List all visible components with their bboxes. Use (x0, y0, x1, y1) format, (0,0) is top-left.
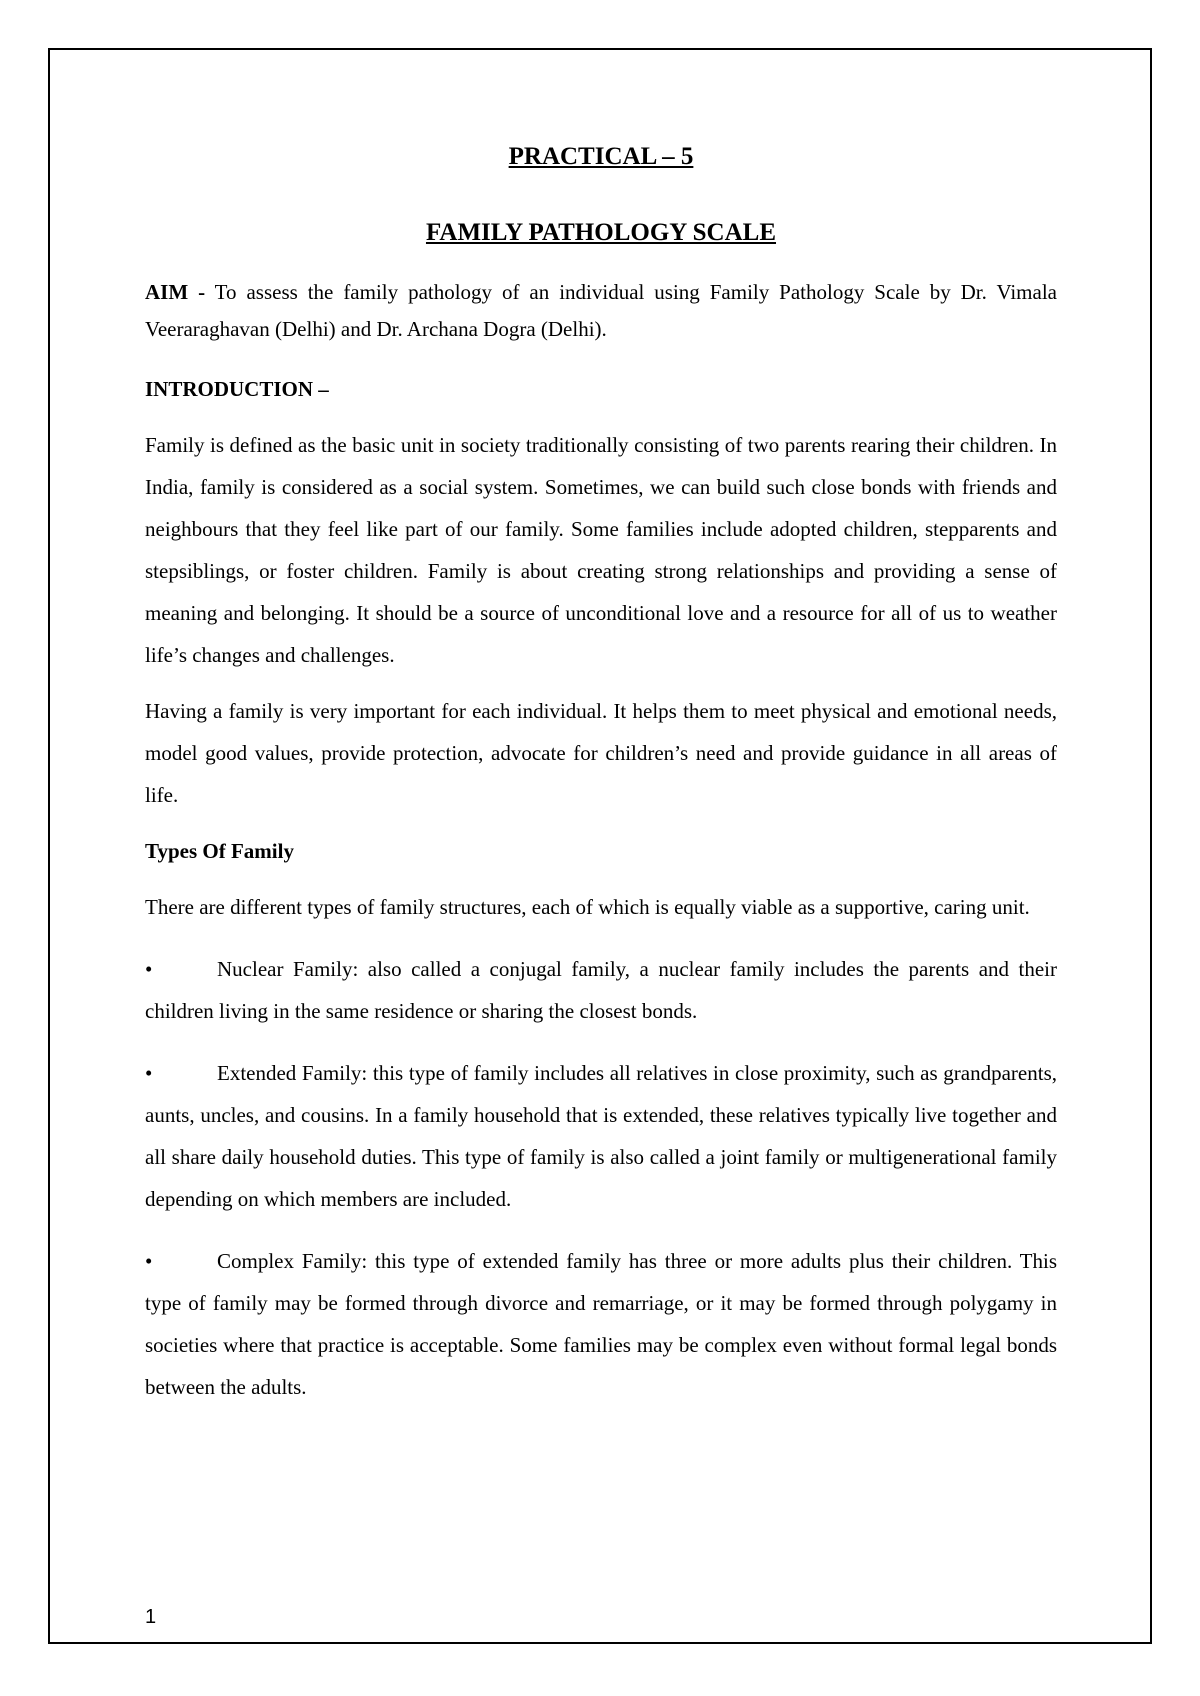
intro-paragraph: Having a family is very important for each individual. It helps them to meet physical and emotional needs, model good values, provide protection, advocate for children’s need and provide guidance in all areas of life. (145, 699, 1057, 807)
intro-paragraph: Family is defined as the basic unit in society traditionally consisting of two parents rearing their children. In India, family is considered as a social system. Sometimes, we can build such close bonds with friends and neighbours that they feel like part of our family. Some families include adopted children, stepparents and stepsiblings, or foster children. Family is about creating strong relationships and providing a sense of meaning and belonging. It should be a source of unconditional love and a resource for all of us to weather life’s changes and challenges. (145, 433, 1057, 667)
types-heading: Types Of Family (145, 839, 294, 863)
bullet-text: Complex Family: this type of extended family has three or more adults plus their children. This type of family may be formed through divorce and remarriage, or it may be formed through polygamy in societies where that practice is acceptable. Some families may be complex even without formal legal bonds between the adults. (145, 1249, 1057, 1399)
introduction-heading: INTRODUCTION – (145, 377, 329, 401)
page-number: 1 (145, 1606, 157, 1628)
bullet-icon: • (145, 957, 153, 981)
bullet-text: Extended Family: this type of family includes all relatives in close proximity, such as grandparents, aunts, uncles, and cousins. In a family household that is extended, these relatives typically live together and all share daily household duties. This type of family is also called a joint family or multigenerational family depending on which members are included. (145, 1061, 1057, 1211)
bullet-item-extended (145, 1052, 1057, 1220)
bullet-icon: • (145, 1249, 153, 1273)
document-body (145, 142, 1057, 1408)
aim-text: To assess the family pathology of an individual using Family Pathology Scale by Dr. Vimala Veeraraghavan (Delhi) and Dr. Archana Dogra (Delhi). (145, 280, 1057, 341)
page-title: PRACTICAL – 5 (508, 143, 694, 170)
bullet-item-complex (145, 1240, 1057, 1408)
aim-label: AIM - (145, 280, 206, 304)
bullet-item-nuclear (145, 948, 1057, 1032)
bullet-icon: • (145, 1061, 153, 1085)
aim-paragraph (145, 274, 1057, 348)
bullet-text: Nuclear Family: also called a conjugal family, a nuclear family includes the parents and their children living in the same residence or sharing the closest bonds. (145, 957, 1057, 1023)
types-intro-paragraph: There are different types of family structures, each of which is equally viable as a supportive, caring unit. (145, 895, 1030, 919)
page-subtitle: FAMILY PATHOLOGY SCALE (425, 219, 777, 246)
